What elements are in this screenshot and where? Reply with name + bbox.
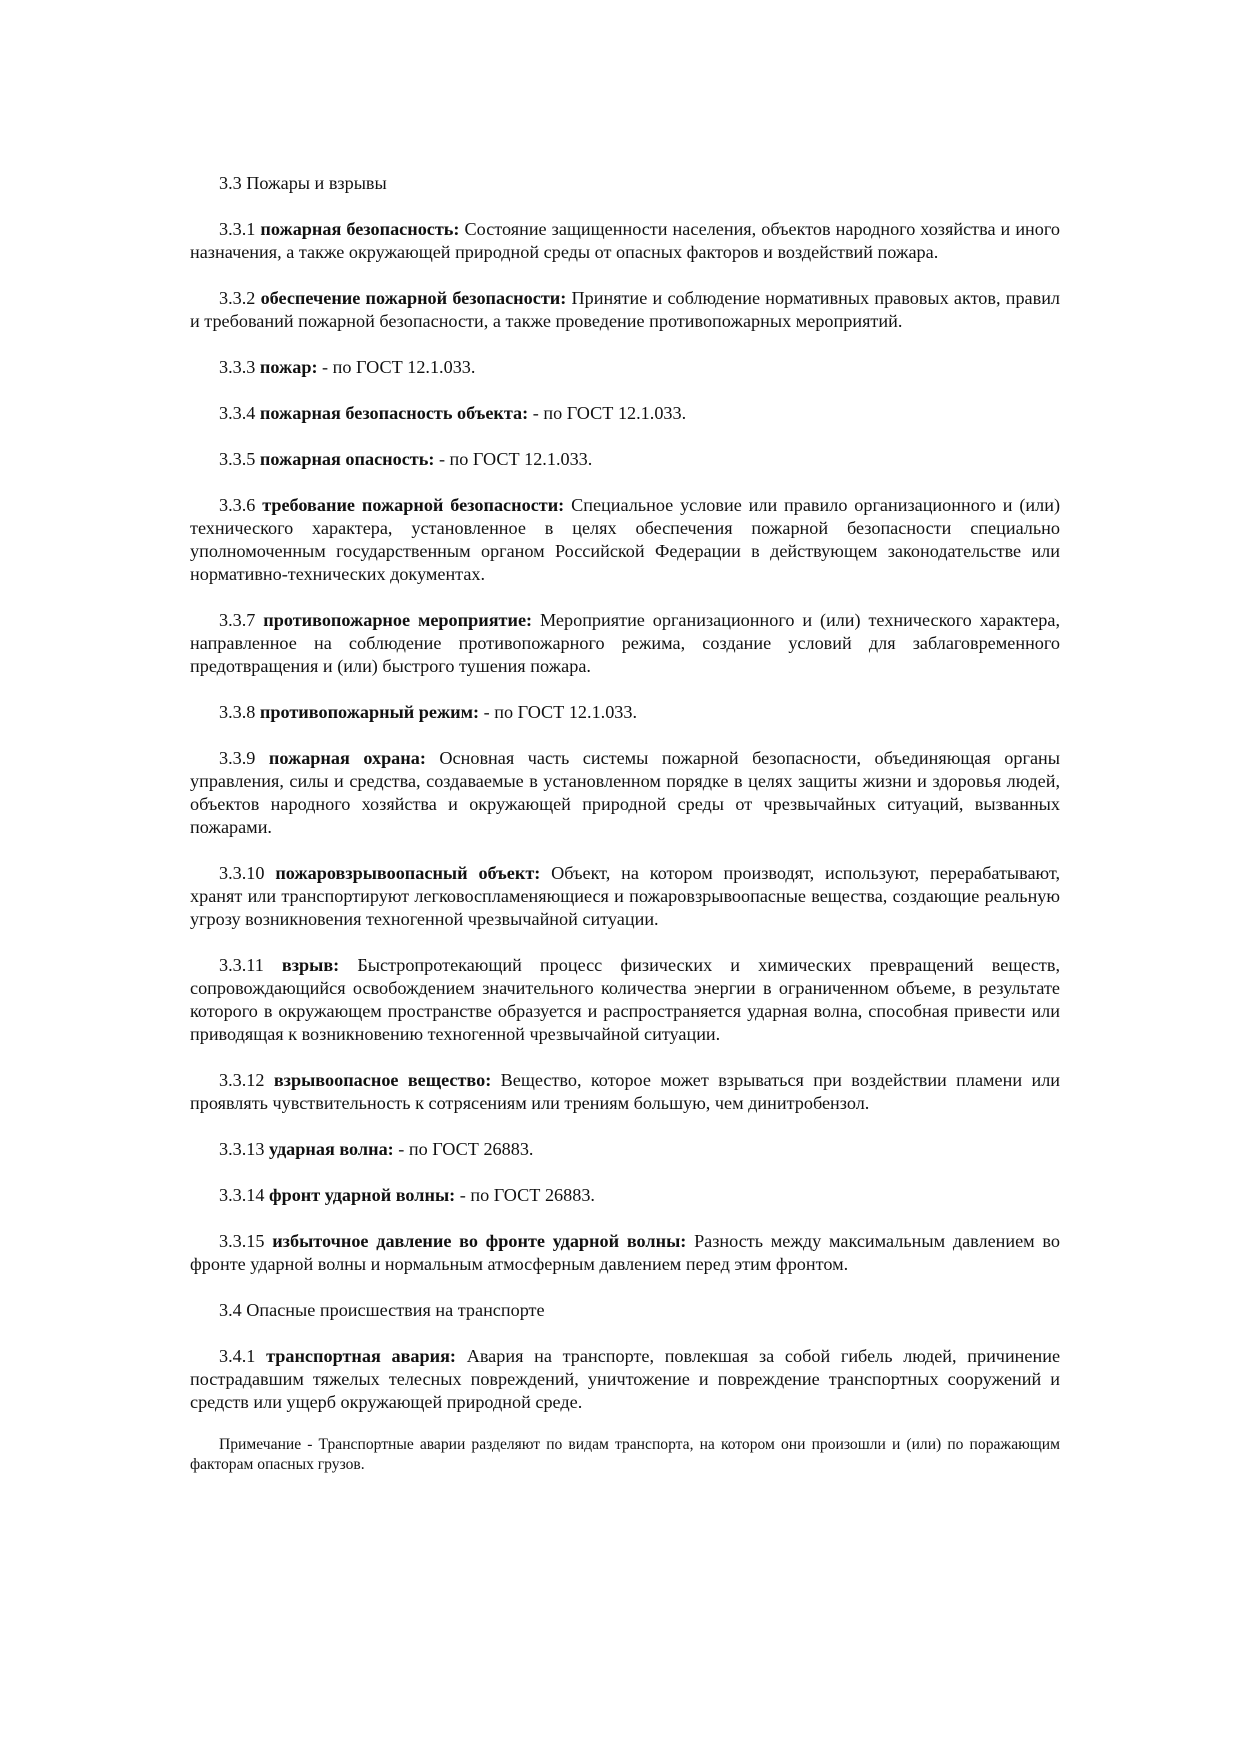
definition-text: Вещество, которое может взрываться при воздействии пламени или проявлять чувствительность к сотрясениям или трениям большую, чем динитробензол. bbox=[190, 1070, 1061, 1113]
definition-term: ударная волна: bbox=[269, 1139, 394, 1159]
definition-number: 3.3.7 bbox=[219, 610, 256, 630]
definition-term: пожарная безопасность объекта: bbox=[259, 403, 529, 423]
definition-term: пожарная опасность: bbox=[259, 449, 435, 469]
definition-term: транспортная авария: bbox=[266, 1346, 456, 1366]
definition-term: взрыв: bbox=[281, 955, 340, 975]
definition-3-3-2 bbox=[190, 287, 1060, 333]
definition-3-3-6 bbox=[190, 494, 1060, 586]
definition-3-4-1 bbox=[190, 1345, 1060, 1414]
definition-3-3-13 bbox=[190, 1138, 1060, 1161]
definition-number: 3.3.6 bbox=[219, 495, 256, 515]
definition-number: 3.3.8 bbox=[219, 702, 256, 722]
definition-3-3-8 bbox=[190, 701, 1060, 724]
definition-3-3-7 bbox=[190, 609, 1060, 678]
definition-term: обеспечение пожарной безопасности: bbox=[260, 288, 567, 308]
definition-text: - по ГОСТ 12.1.033. bbox=[322, 357, 476, 377]
definition-term: требование пожарной безопасности: bbox=[262, 495, 565, 515]
definition-text: Мероприятие организационного и (или) технического характера, направленное на соблюдение противопожарного режима, создание условий для заблаговременного предотвращения и (или) быстрого тушения пожара. bbox=[190, 610, 1060, 676]
definition-term: противопожарный режим: bbox=[259, 702, 480, 722]
definition-text: Принятие и соблюдение нормативных правовых актов, правил и требований пожарной безопасности, а также проведение противопожарных мероприятий. bbox=[190, 288, 1061, 331]
definition-term: пожар: bbox=[259, 357, 318, 377]
definition-term: избыточное давление во фронте ударной волны: bbox=[272, 1231, 687, 1251]
definition-term: пожарная охрана: bbox=[268, 748, 426, 768]
definition-text: - по ГОСТ 12.1.033. bbox=[532, 403, 687, 423]
definition-number: 3.3.4 bbox=[219, 403, 256, 423]
definition-text: Специальное условие или правило организационного и (или) технического характера, установленное в целях обеспечения пожарной безопасности специально уполномоченным государственным органом Российской Федерации в действующем законодательстве или нормативно-технических документах. bbox=[190, 495, 1060, 584]
definition-3-3-10 bbox=[190, 862, 1060, 931]
definition-number: 3.3.2 bbox=[219, 288, 256, 308]
definition-term: фронт ударной волны: bbox=[269, 1185, 456, 1205]
definition-number: 3.3.15 bbox=[219, 1231, 265, 1251]
definition-3-3-15 bbox=[190, 1230, 1060, 1276]
definition-number: 3.3.5 bbox=[219, 449, 256, 469]
definition-3-3-3 bbox=[190, 356, 1060, 379]
definition-text: Быстропротекающий процесс физических и химических превращений веществ, сопровождающийся освобождением значительного количества энергии в ограниченном объеме, в результате которого в окружающем пространстве образуется и распространяется ударная волна, способная привести или приводящая к возникновению техногенной чрезвычайной ситуации. bbox=[190, 955, 1060, 1044]
definition-number: 3.3.14 bbox=[219, 1185, 265, 1205]
definition-term: взрывоопасное вещество: bbox=[273, 1070, 492, 1090]
section-heading-3-4: 3.4 Опасные происшествия на транспорте bbox=[219, 1300, 545, 1320]
definition-text: Состояние защищенности населения, объектов народного хозяйства и иного назначения, а также окружающей природной среды от опасных факторов и воздействий пожара. bbox=[190, 219, 1060, 262]
definition-number: 3.3.3 bbox=[219, 357, 256, 377]
definition-text: - по ГОСТ 12.1.033. bbox=[438, 449, 593, 469]
definition-number: 3.3.12 bbox=[219, 1070, 265, 1090]
section-heading-3-3: 3.3 Пожары и взрывы bbox=[219, 173, 387, 193]
definition-term: пожарная безопасность: bbox=[260, 219, 460, 239]
definition-number: 3.3.11 bbox=[219, 955, 264, 975]
definition-text: Авария на транспорте, повлекшая за собой гибель людей, причинение пострадавшим тяжелых телесных повреждений, уничтожение и повреждение транспортных сооружений и средств или ущерб окружающей природной среде. bbox=[190, 1346, 1061, 1412]
definition-text: - по ГОСТ 12.1.033. bbox=[483, 702, 638, 722]
definition-number: 3.3.13 bbox=[219, 1139, 265, 1159]
definition-3-3-5 bbox=[190, 448, 1060, 471]
definition-number: 3.3.9 bbox=[219, 748, 256, 768]
definition-number: 3.4.1 bbox=[219, 1346, 256, 1366]
definition-text: - по ГОСТ 26883. bbox=[459, 1185, 595, 1205]
definition-3-3-4 bbox=[190, 402, 1060, 425]
definition-3-3-11 bbox=[190, 954, 1060, 1046]
note-transport-accidents: Примечание - Транспортные аварии разделяют по видам транспорта, на котором они произошли и (или) по поражающим факторам опасных грузов. bbox=[190, 1436, 1060, 1473]
definition-number: 3.3.1 bbox=[219, 219, 256, 239]
definition-3-3-14 bbox=[190, 1184, 1060, 1207]
document-page bbox=[190, 172, 1060, 1475]
definition-text: Разность между максимальным давлением во фронте ударной волны и нормальным атмосферным давлением перед этим фронтом. bbox=[190, 1231, 1060, 1274]
definition-term: противопожарное мероприятие: bbox=[263, 610, 533, 630]
definition-3-3-9 bbox=[190, 747, 1060, 839]
definition-text: Объект, на котором производят, используют, перерабатывают, хранят или транспортируют легковоспламеняющиеся и пожаровзрывоопасные вещества, создающие реальную угрозу возникновения техногенной чрезвычайной ситуации. bbox=[190, 863, 1061, 929]
definition-number: 3.3.10 bbox=[219, 863, 265, 883]
definition-3-3-1 bbox=[190, 218, 1060, 264]
definition-text: - по ГОСТ 26883. bbox=[398, 1139, 534, 1159]
definition-term: пожаровзрывоопасный объект: bbox=[275, 863, 541, 883]
definition-3-3-12 bbox=[190, 1069, 1060, 1115]
definition-text: Основная часть системы пожарной безопасности, объединяющая органы управления, силы и средства, создаваемые в установленном порядке в целях защиты жизни и здоровья людей, объектов народного хозяйства и окружающей природной среды от чрезвычайных ситуаций, вызванных пожарами. bbox=[190, 748, 1060, 837]
